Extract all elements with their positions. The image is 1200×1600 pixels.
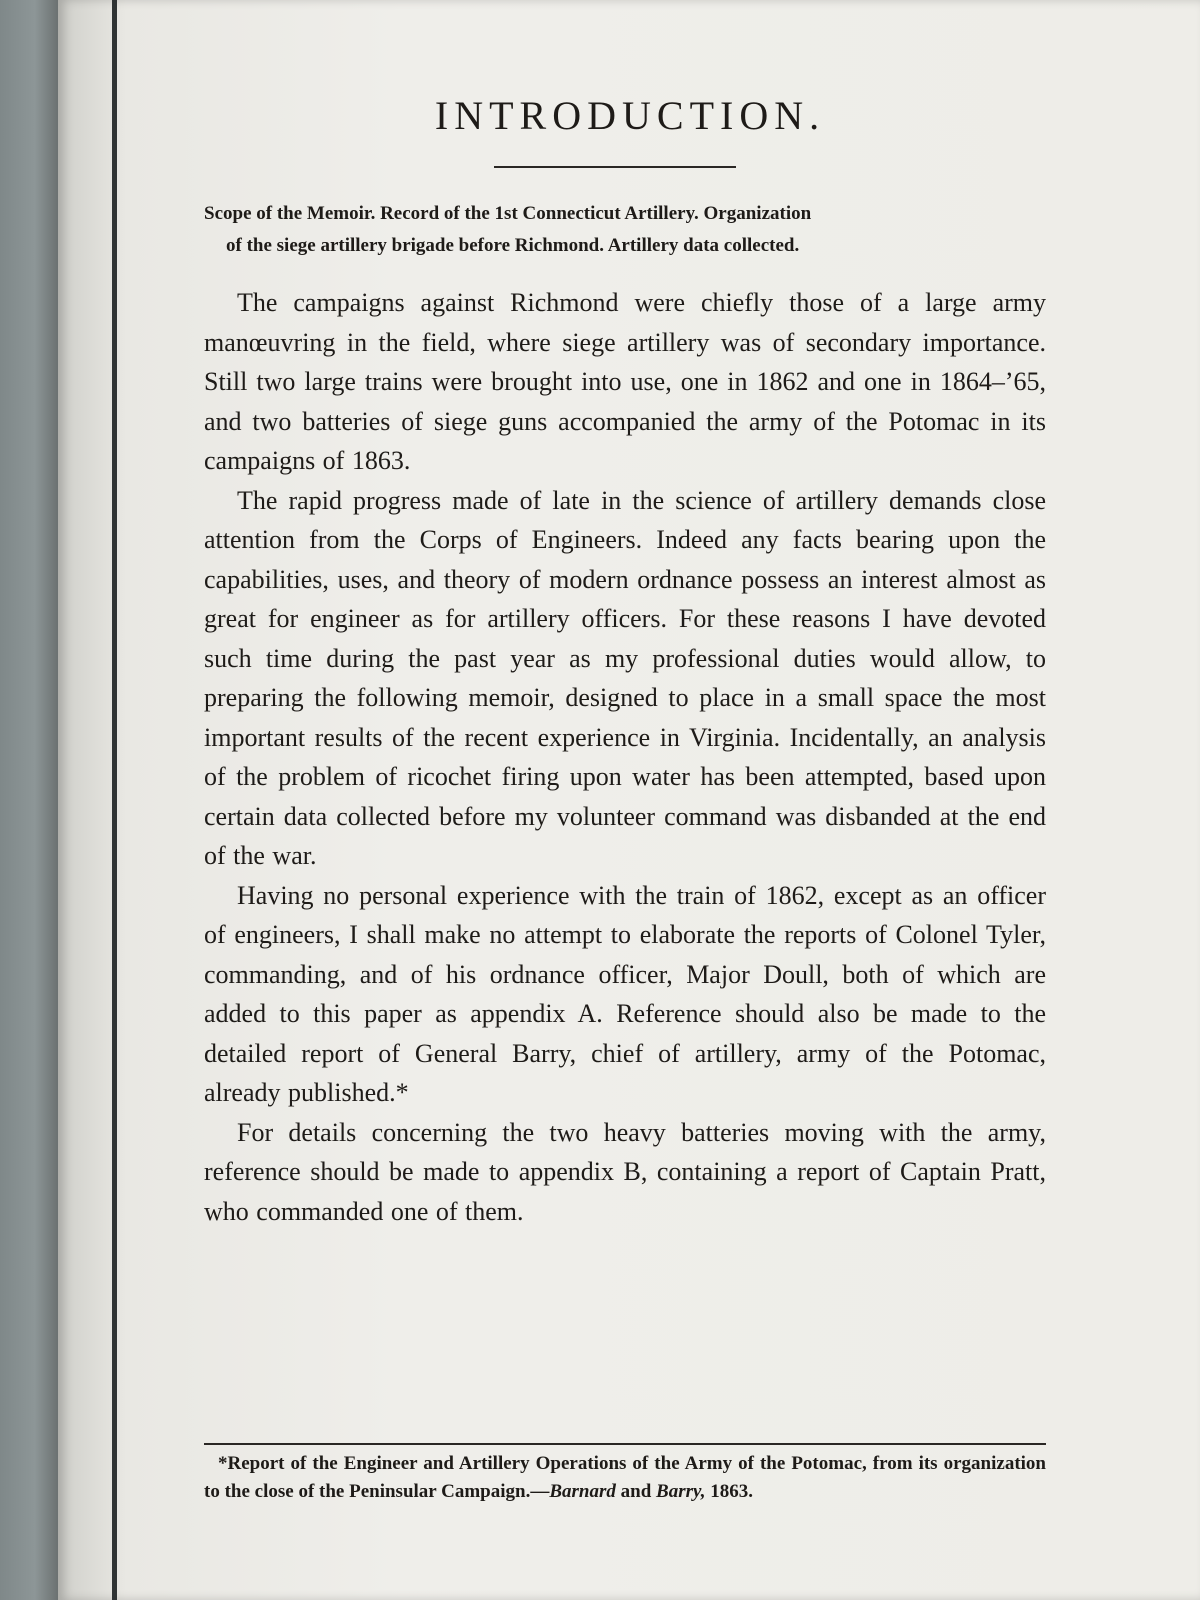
- page-title: INTRODUCTION.: [434, 93, 826, 138]
- paragraph-2: The rapid progress made of late in the science of artillery demands close attention from the Corps of Engineers. Indeed any facts bearing upon the capabilities, uses, and theory of modern ordnance possess an interest almost as great for engineer as for artillery officers. For these reasons I have devoted such time during the past year as my professional duties would allow, to preparing the following memoir, designed to place in a small space the most important results of the recent experience in Virginia. Incidentally, an analysis of the problem of ricochet firing upon water has been attempted, based upon certain data collected before my volunteer command was disbanded at the end of the war.: [204, 485, 1046, 870]
- footnote-author-1: Barnard: [549, 1481, 616, 1502]
- paragraph-4: For details concerning the two heavy batteries moving with the army, reference should be made to appendix B, containing a report of Captain Pratt, who commanded one of them.: [204, 1117, 1046, 1226]
- footnote-text: *Report of the Engineer and Artillery Operations of the Army of the Potomac, from its organization to the close of the Peninsular Campaign.—: [204, 1453, 1046, 1502]
- title-rule: [494, 166, 736, 168]
- gutter-line: [112, 0, 117, 1600]
- paragraph-3: Having no personal experience with the train of 1862, except as an officer of engineers, I shall make no attempt to elaborate the reports of Colonel Tyler, commanding, and of his ordnance officer, Major Doull, both of which are added to this paper as appendix A. Reference should also be made to the detailed report of General Barry, chief of artillery, army of the Potomac, already published.*: [204, 880, 1046, 1107]
- footnote-rule: [204, 1443, 1046, 1445]
- footnote-year: 1863.: [705, 1481, 753, 1502]
- paragraph-1: The campaigns against Richmond were chiefly those of a large army manœuvring in the field, where siege artillery was of secondary importance. Still two large trains were brought into use, one in 1862 and one in 1864–’65, and two batteries of siege guns accompanied the army of the Potomac in its campaigns of 1863.: [204, 288, 1046, 475]
- synopsis-line-2: of the siege artillery brigade before Richmond. Artillery data collected.: [226, 235, 800, 256]
- synopsis-line-1: Scope of the Memoir. Record of the 1st Connecticut Artillery. Organization: [204, 203, 812, 224]
- body-text: [204, 283, 1046, 1231]
- footnote-and: and: [615, 1481, 657, 1502]
- chapter-synopsis: [204, 198, 1046, 262]
- page-binding-edge: [0, 0, 58, 1600]
- footnote-author-2: Barry,: [656, 1481, 706, 1502]
- footnote: [204, 1450, 1046, 1506]
